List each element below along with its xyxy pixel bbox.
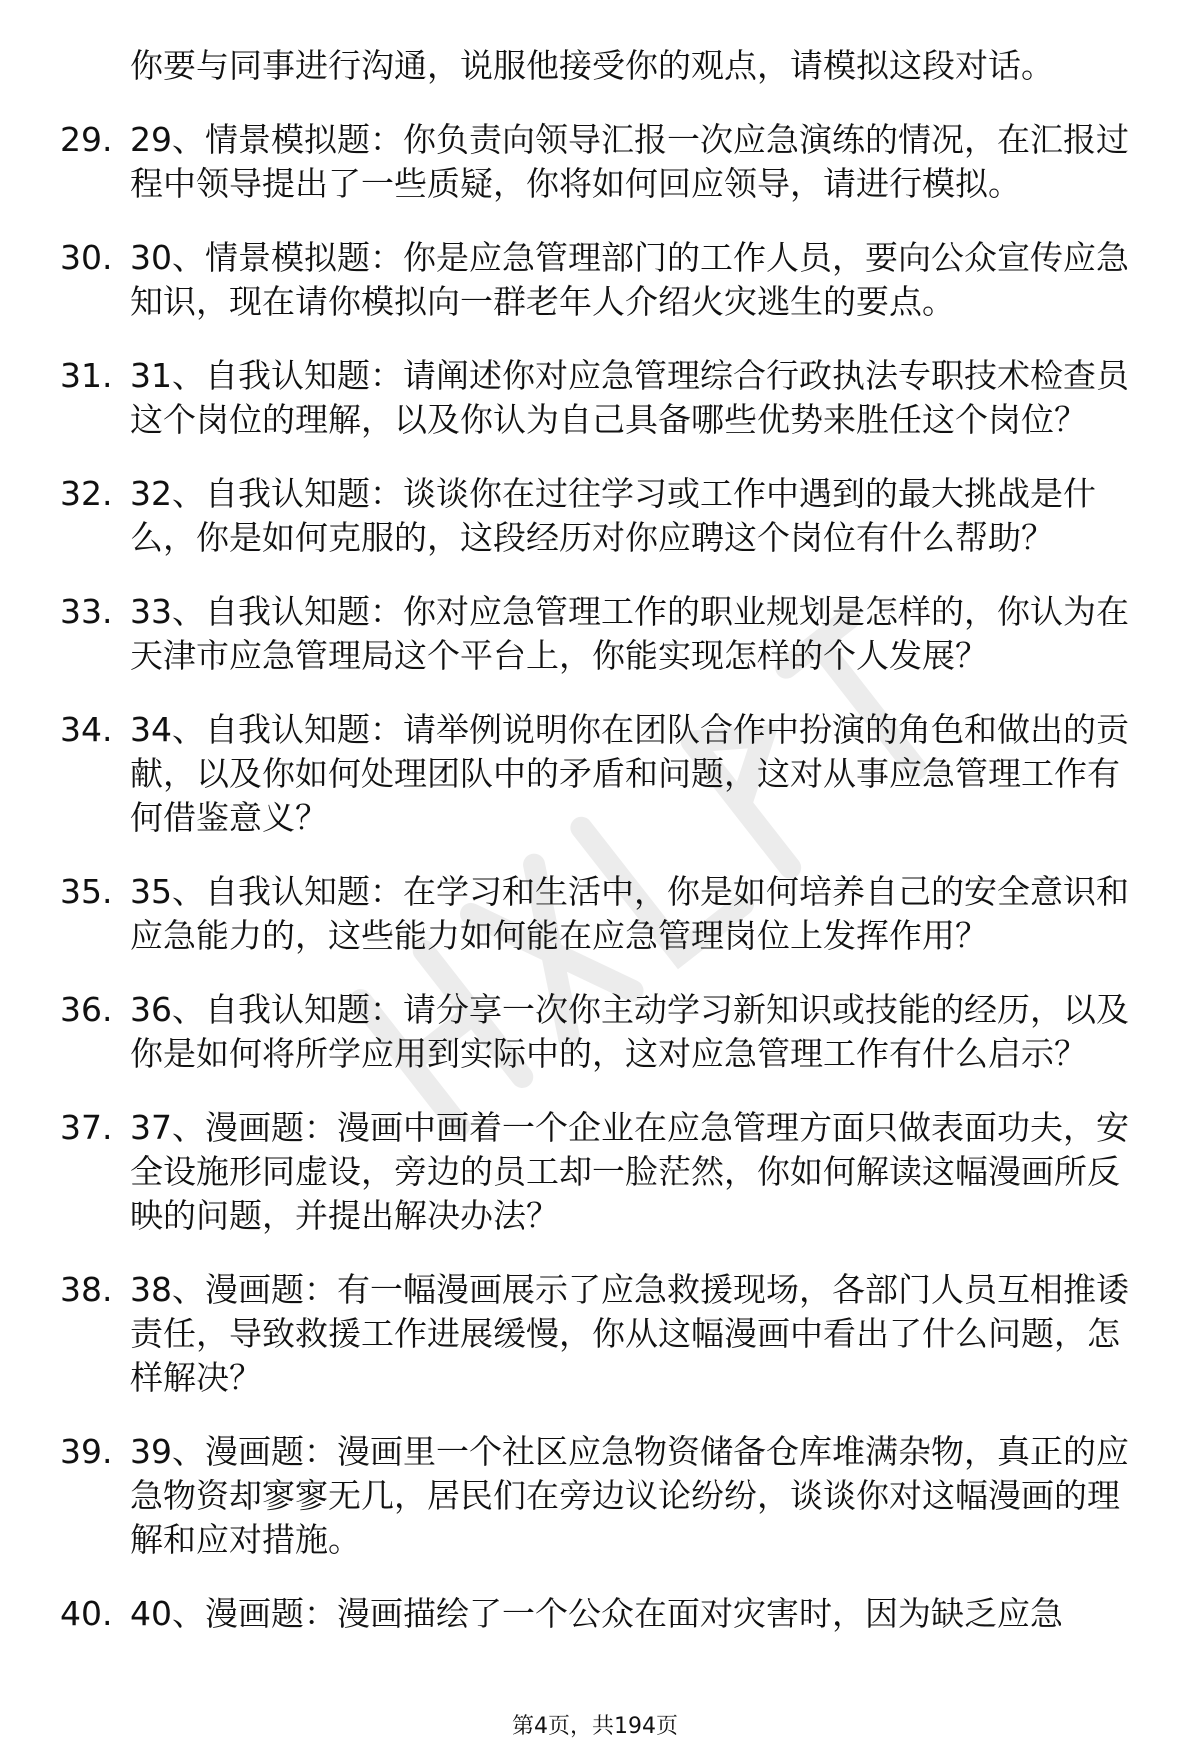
question-item	[60, 236, 1150, 324]
question-number: 31.	[60, 356, 113, 395]
question-text: 34、自我认知题：请举例说明你在团队合作中扮演的角色和做出的贡献，以及你如何处理团队中的矛盾和问题，这对从事应急管理工作有何借鉴意义？	[130, 710, 1129, 837]
question-number: 40.	[60, 1594, 113, 1633]
continued-paragraph: 你要与同事进行沟通，说服他接受你的观点，请模拟这段对话。	[130, 46, 1054, 85]
question-number: 32.	[60, 474, 113, 513]
question-item	[60, 354, 1150, 442]
question-number: 38.	[60, 1270, 113, 1309]
question-item	[60, 1106, 1150, 1238]
question-item	[60, 118, 1150, 206]
question-text: 37、漫画题：漫画中画着一个企业在应急管理方面只做表面功夫，安全设施形同虚设，旁边的员工却一脸茫然，你如何解读这幅漫画所反映的问题，并提出解决办法？	[130, 1108, 1129, 1235]
question-number: 29.	[60, 120, 113, 159]
question-item	[60, 472, 1150, 560]
question-text: 40、漫画题：漫画描绘了一个公众在面对灾害时，因为缺乏应急	[130, 1594, 1063, 1633]
question-item	[60, 870, 1150, 958]
question-number: 30.	[60, 238, 113, 277]
question-item	[60, 1268, 1150, 1400]
question-item	[60, 708, 1150, 840]
question-text: 30、情景模拟题：你是应急管理部门的工作人员，要向公众宣传应急知识，现在请你模拟向一群老年人介绍火灾逃生的要点。	[130, 238, 1129, 321]
question-number: 37.	[60, 1108, 113, 1147]
question-text: 39、漫画题：漫画里一个社区应急物资储备仓库堆满杂物，真正的应急物资却寥寥无几，居民们在旁边议论纷纷，谈谈你对这幅漫画的理解和应对措施。	[130, 1432, 1129, 1559]
question-text: 36、自我认知题：请分享一次你主动学习新知识或技能的经历，以及你是如何将所学应用到实际中的，这对应急管理工作有什么启示？	[130, 990, 1129, 1073]
question-number: 33.	[60, 592, 113, 631]
question-number: 35.	[60, 872, 113, 911]
question-number: 39.	[60, 1432, 113, 1471]
question-number: 34.	[60, 710, 113, 749]
document-body	[60, 44, 1150, 1666]
page-footer: 第4页，共194页	[512, 1714, 678, 1739]
question-item	[60, 590, 1150, 678]
question-text: 35、自我认知题：在学习和生活中，你是如何培养自己的安全意识和应急能力的，这些能力如何能在应急管理岗位上发挥作用？	[130, 872, 1129, 955]
question-item	[60, 1430, 1150, 1562]
question-number: 36.	[60, 990, 113, 1029]
question-text: 33、自我认知题：你对应急管理工作的职业规划是怎样的，你认为在天津市应急管理局这个平台上，你能实现怎样的个人发展？	[130, 592, 1129, 675]
question-text: 31、自我认知题：请阐述你对应急管理综合行政执法专职技术检查员这个岗位的理解，以及你认为自己具备哪些优势来胜任这个岗位？	[130, 356, 1129, 439]
question-item	[60, 988, 1150, 1076]
question-text: 32、自我认知题：谈谈你在过往学习或工作中遇到的最大挑战是什么，你是如何克服的，这段经历对你应聘这个岗位有什么帮助？	[130, 474, 1096, 557]
question-text: 38、漫画题：有一幅漫画展示了应急救援现场，各部门人员互相推诿责任，导致救援工作进展缓慢，你从这幅漫画中看出了什么问题，怎样解决？	[130, 1270, 1129, 1397]
question-item	[60, 1592, 1150, 1636]
question-text: 29、情景模拟题：你负责向领导汇报一次应急演练的情况，在汇报过程中领导提出了一些质疑，你将如何回应领导，请进行模拟。	[130, 120, 1129, 203]
